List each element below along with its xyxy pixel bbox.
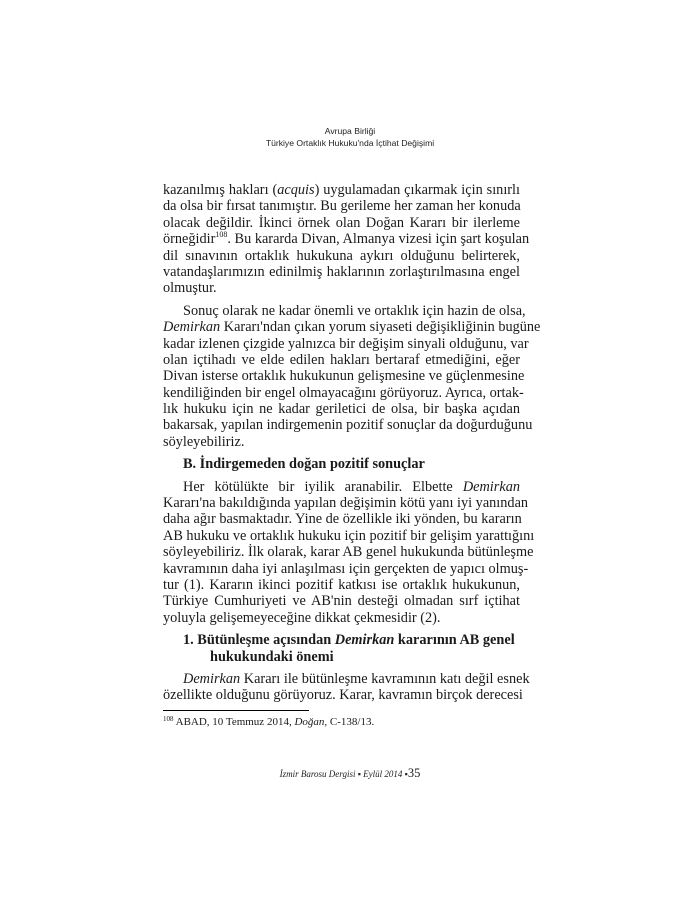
text-run: özellikte olduğunu görüyoruz. Karar, kavramın birçok derecesi [163,687,523,704]
text-run: olmuştur. [163,280,217,297]
text-line [163,384,524,401]
text-run: kararının AB genel [394,632,515,649]
page-footer [0,766,700,781]
footnote-number: 108 [163,715,174,723]
text-run: . Bu kararda Divan, Almanya vizesi için şart koşulan [227,231,530,248]
text-run: da olsa bir fırsat tanımıştır. Bu gerileme her zaman her konuda [163,198,521,215]
issue-date: Eylül 2014 [363,769,403,779]
text-line [163,511,520,527]
text-run: Divan isterse ortaklık hukukunun gelişmesine ve güçlenmesine [163,368,525,385]
text-line [163,434,520,450]
text-run: söyleyebiliriz. İlk olarak, karar AB genel hukukunda bütünleşme [163,544,534,561]
text-line [163,248,520,264]
text-run: 1. Bütünleşme açısından [183,632,335,649]
text-run: yoluyla gelişemeyeceğine dikkat çekmesidir (2). [163,609,441,626]
text-run: Türkiye Cumhuriyeti ve AB'nin desteği olmadan sırf içtihat [163,593,520,610]
paragraph [163,182,530,297]
text-run: olan içtihadı ve elde edilen hakları bertaraf etmediğini, eğer [163,351,520,368]
text-run: Kararı'ndan çıkan yorum siyaseti değişikliğinin bugüne [220,319,541,336]
text-run: olacak değildir. İkinci örnek olan Doğan Kararı bir ilerleme [163,214,520,231]
footnote [163,716,374,729]
text-line [163,577,520,593]
text-line [163,335,529,352]
footnote-divider [163,710,309,711]
footnote-case-name: Doğan [294,716,325,728]
text-run: Her kötülükte bir iyilik aranabilir. Elbette [183,478,463,495]
text-run: B. İndirgemeden doğan pozitif sonuçlar [183,456,425,473]
text-run: AB hukuku ve ortaklık hukuku için pozitif bir gelişim yarattığını [163,527,535,544]
separator-icon: ▪ [357,769,361,779]
text-line [163,215,520,231]
text-run: vatandaşlarımızın edinilmiş haklarının zorlaştırılmasına engel [163,263,520,280]
text-line [163,401,520,417]
text-run: örneğidir [163,231,216,248]
separator-icon: ▪ [404,769,408,779]
text-line [163,527,535,544]
page-number: 35 [407,766,421,780]
text-run: kendiliğinden bir engel olmayacağını görüyoruz. Ayrıca, ortak- [163,384,524,401]
text-run: kadar izlenen çizgide yalnızca bir değişim sinyali olduğunu, var [163,335,529,352]
paragraph [163,670,530,704]
text-run: hukukundaki önemi [210,648,334,665]
text-run: Sonuç olarak ne kadar önemli ve ortaklık için hazin de olsa, [183,302,526,319]
footnote-text: ABAD, 10 Temmuz 2014, [173,716,295,728]
text-line [163,632,520,648]
section-heading [163,456,520,472]
italic-text: Demirkan [462,478,520,495]
text-line [163,456,520,472]
running-header-title: Avrupa Birliği [324,126,376,136]
text-line [163,670,530,687]
text-line [163,610,520,626]
text-run: söyleyebiliriz. [163,433,245,450]
text-run: dil sınavının ortaklık hukukuna aykırı olduğunu belirterek, [163,247,520,264]
text-run: kazanılmış hakları ( [163,182,278,198]
text-line [163,649,520,665]
text-line [163,230,530,248]
text-line [163,593,520,609]
text-run: daha ağır basmaktadır. Yine de özellikle iki yönden, bu kararın [163,511,522,528]
paragraph [163,302,541,451]
text-line [163,198,520,214]
text-line [163,495,529,512]
paragraph [163,478,535,627]
italic-text: acquis [277,182,315,198]
text-line [163,302,526,319]
text-run: lık hukuku için ne kadar geriletici de olsa, bir başka açıdan [163,401,520,418]
footnote-reference: 108 [215,230,228,240]
text-line [163,264,520,280]
journal-name: İzmir Barosu Dergisi [279,769,356,779]
footnote-citation: , C-138/13. [324,716,375,728]
section-heading [163,632,520,665]
text-line [163,687,523,704]
text-run: ) uygulamadan çıkarmak için sınırlı [314,182,520,198]
italic-text: Demirkan [334,632,395,649]
text-line [163,182,520,198]
text-run: Kararı ile bütünleşme kavramının katı değil esnek [240,670,530,687]
running-header-subtitle: Türkiye Ortaklık Hukuku'nda İçtihat Değişimi [265,138,435,148]
italic-text: Demirkan [163,319,221,336]
text-line [163,352,520,368]
text-run: kavramının daha iyi anlaşılması için gerçekten de yapıcı olmuş- [163,560,529,577]
text-run: Kararı'na bakıldığında yapılan değişimin kötü yanı iyi yanından [163,495,529,512]
text-run: tur (1). Kararın ikinci pozitif katkısı ise ortaklık hukukunun, [163,576,520,593]
text-line [163,417,533,434]
text-line [163,544,534,561]
italic-text: Demirkan [183,670,241,687]
text-line [163,280,520,296]
text-run: bakarsak, yapılan indirgemenin pozitif sonuçlar da doğurduğunu [163,417,533,434]
text-line [163,479,520,495]
text-line [163,319,541,336]
text-line [163,368,525,385]
text-line [163,560,529,577]
body-text [163,182,541,704]
